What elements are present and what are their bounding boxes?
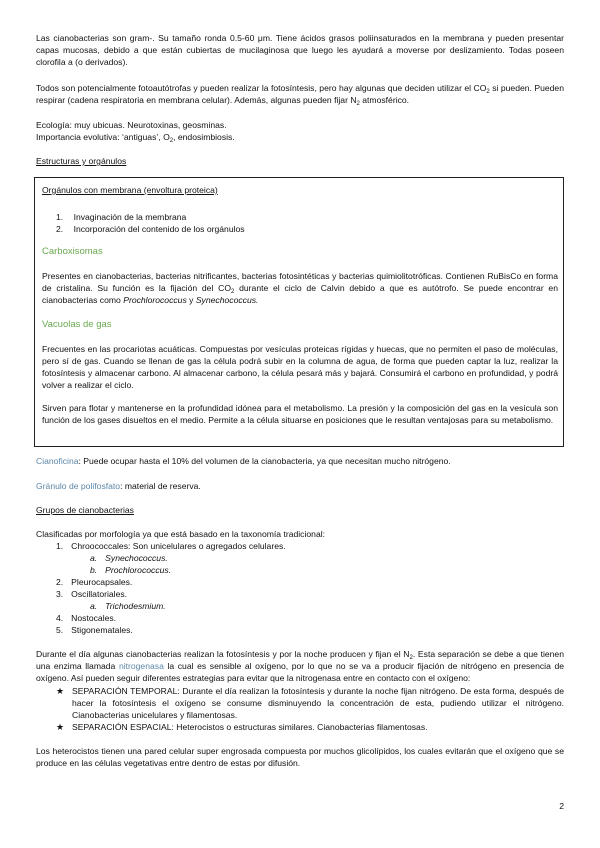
list-item: 1. Chroococcales: Son unicelulares o agregados celulares. (56, 541, 286, 551)
carboxisomas-text: Presentes en cianobacterias, bacterias nitrificantes, bacterias fotosintéticas y bacterias quimiolitotróficas. Contienen RuBisCo en forma de cristalina. Su función es la fijación del $CO_2$ durante el ciclo de Calvin debido a que es autótrofo. Se puede encontrar en cianobacterias como Prochlorococcus y Synechococcus. (42, 271, 558, 305)
ecologia-line: Ecología: muy ubicuas. Neurotoxinas, geosminas. (36, 120, 227, 130)
intro-paragraph-1: Las cianobacterias son gram-. Su tamaño ronda 0.5-60 μm. Tiene ácidos grasos poliinsaturados en la membrana y pueden presentar capas mucosas, debido a que están cubiertas de mucilaginosa que luego les ayudará a moverse por deslizamiento. Todas poseen clorofila a (o derivados). (36, 33, 564, 67)
section-heading-estructuras: Estructuras y orgánulos (36, 156, 127, 166)
bullet-item: ★ SEPARACIÓN TEMPORAL: Durante el día realizan la fotosíntesis y durante la noche fijan nitrógeno. De esta forma, después de hacer la fotosíntesis el oxígeno se consume disminuyendo la concentración de esta, pudiendo utilizar el nitrógeno. Cianobacterias unicelulares y filamentosas. (56, 686, 564, 720)
importancia-line: Importancia evolutiva: ‘antiguas’, $O_2$, endosimbiosis. (36, 132, 235, 144)
intro-paragraph-2: Todos son potencialmente fotoautótrofas y pueden realizar la fotosíntesis, pero hay algunas que deciden utilizar el $CO_2$ si pueden. Pueden respirar (cadena respiratoria en membrana celular). Además, algunas pueden fijar $N_2$ atmosférico. (36, 83, 564, 107)
list-item: 5. Stigonematales. (56, 625, 133, 635)
organelles-box (34, 177, 564, 447)
box-title: Orgánulos con membrana (envoltura proteica) (42, 185, 218, 195)
list-item: a. Trichodesmium. (90, 601, 166, 611)
grupos-list (36, 540, 564, 640)
vacuolas-title: Vacuolas de gas (42, 319, 112, 330)
vacuolas-text-2: Sirven para flotar y mantenerse en la profundidad idónea para el metabolismo. La presión y la composición del gas en la vesícula son función de los gases disueltos en el medio. Permite a la célula situarse en posiciones que le resultan ventajosas para su metabolismo. (42, 403, 558, 425)
vacuolas-text-1: Frecuentes en las procariotas acuáticas. Compuestas por vesículas proteicas rígidas y huecas, que no permiten el paso de moléculas, pero sí de gas. Cuando se llenan de gas la célula podrá subir en la columna de agua, de forma que pueden captar la luz, realizar la fotosíntesis y almacenar carbono. Al almacenar carbono, la célula pesará más y bajará. Consumirá el carbono en profundidad, y podrá volver a realizar el ciclo. (42, 344, 558, 390)
grupos-intro: Clasificadas por morfología ya que está basado en la taxonomía tradicional: (36, 529, 326, 539)
cianoficina-line: Cianoficina: Puede ocupar hasta el 10% del volumen de la cianobacteria, ya que necesitan mucho nitrógeno. (36, 456, 451, 466)
list-item: 3. Oscillatoriales. (56, 589, 128, 599)
page-number: 2 (559, 801, 564, 811)
list-item: a. Synechococcus. (90, 553, 168, 563)
list-item: 2. Pleurocapsales. (56, 577, 133, 587)
star-icon: ★ (56, 722, 65, 732)
list-item: 4. Nostocales. (56, 613, 117, 623)
bullet-item: ★ SEPARACIÓN ESPACIAL: Heterocistos o estructuras similares. Cianobacterias filamentosas. (56, 722, 428, 732)
polifosfato-line: Gránulo de polifosfato: material de reserva. (36, 481, 201, 491)
list-item: 2. Incorporación del contenido de los orgánulos (56, 224, 245, 234)
carboxisomas-title: Carboxisomas (42, 246, 103, 257)
star-icon: ★ (56, 686, 65, 696)
list-item: 1. Invaginación de la membrana (56, 212, 187, 222)
fijacion-paragraph: Durante el día algunas cianobacterias realizan la fotosíntesis y por la noche producen y fijan el $N_2$. Esta separación se debe a que tienen una enzima llamada nitrogenasa la cual es sensible al oxígeno, por lo que no se va a producir fijación de nitrógeno en presencia de oxígeno. Así pueden seguir diferentes estrategias para evitar que la nitrogenasa entre en contacto con el oxígeno: (36, 649, 564, 683)
heterocistos-paragraph: Los heterocistos tienen una pared celular super engrosada compuesta por muchos glicolípidos, los cuales evitarán que el oxígeno que se produce en las células vegetativas entre dentro de estas por difusión. (36, 746, 564, 768)
list-item: b. Prochlorococcus. (90, 565, 172, 575)
section-heading-grupos: Grupos de cianobacterias (36, 505, 134, 515)
